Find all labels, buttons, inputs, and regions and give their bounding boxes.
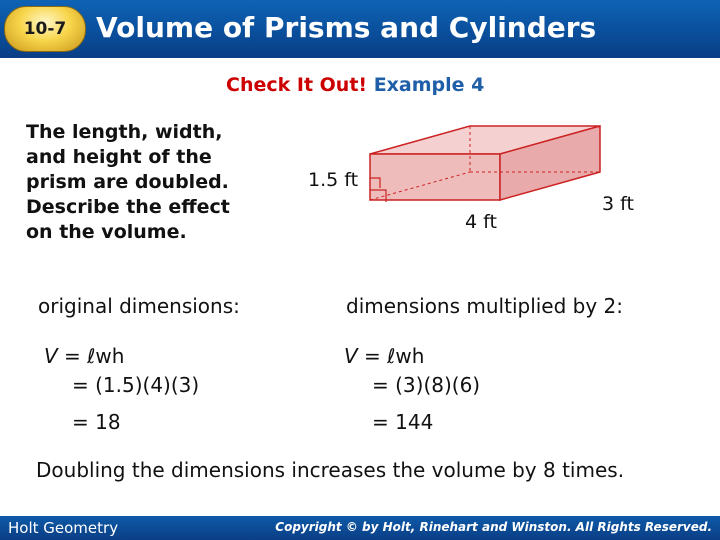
problem-line: Describe the effect bbox=[26, 196, 230, 218]
problem-line: prism are doubled. bbox=[26, 171, 229, 193]
problem-statement bbox=[26, 120, 296, 245]
example-heading bbox=[226, 74, 484, 96]
page-title: Volume of Prisms and Cylinders bbox=[96, 11, 597, 44]
footer-bar bbox=[0, 516, 720, 540]
conclusion-text: Doubling the dimensions increases the volume by 8 times. bbox=[36, 458, 625, 482]
problem-line: and height of the bbox=[26, 146, 212, 168]
footer-copyright: Copyright © by Holt, Rinehart and Winston. All Rights Reserved. bbox=[275, 520, 712, 534]
doubled-substitution: = (3)(8)(6) bbox=[372, 373, 481, 397]
doubled-formula bbox=[344, 344, 424, 368]
lesson-badge bbox=[4, 6, 86, 52]
volume-variable: V bbox=[344, 344, 358, 368]
example-label: Example 4 bbox=[373, 74, 485, 96]
header-bar bbox=[0, 0, 720, 58]
original-result: = 18 bbox=[72, 410, 121, 434]
prism-figure bbox=[300, 118, 710, 243]
problem-line: on the volume. bbox=[26, 221, 187, 243]
footer-course: Holt Geometry bbox=[8, 519, 119, 537]
original-substitution: = (1.5)(4)(3) bbox=[72, 373, 200, 397]
doubled-heading: dimensions multiplied by 2: bbox=[346, 294, 624, 318]
prism-front-face bbox=[370, 154, 500, 200]
length-label: 4 ft bbox=[465, 211, 497, 233]
lesson-number: 10-7 bbox=[23, 19, 67, 39]
formula-rhs: = ℓwh bbox=[57, 344, 125, 368]
width-label: 3 ft bbox=[602, 193, 634, 215]
formula-rhs: = ℓwh bbox=[357, 344, 425, 368]
problem-line: The length, width, bbox=[26, 121, 223, 143]
original-heading: original dimensions: bbox=[38, 294, 240, 318]
original-formula bbox=[44, 344, 124, 368]
doubled-result: = 144 bbox=[372, 410, 434, 434]
volume-variable: V bbox=[44, 344, 58, 368]
height-label: 1.5 ft bbox=[308, 169, 359, 191]
check-it-out-label: Check It Out! bbox=[226, 74, 368, 96]
